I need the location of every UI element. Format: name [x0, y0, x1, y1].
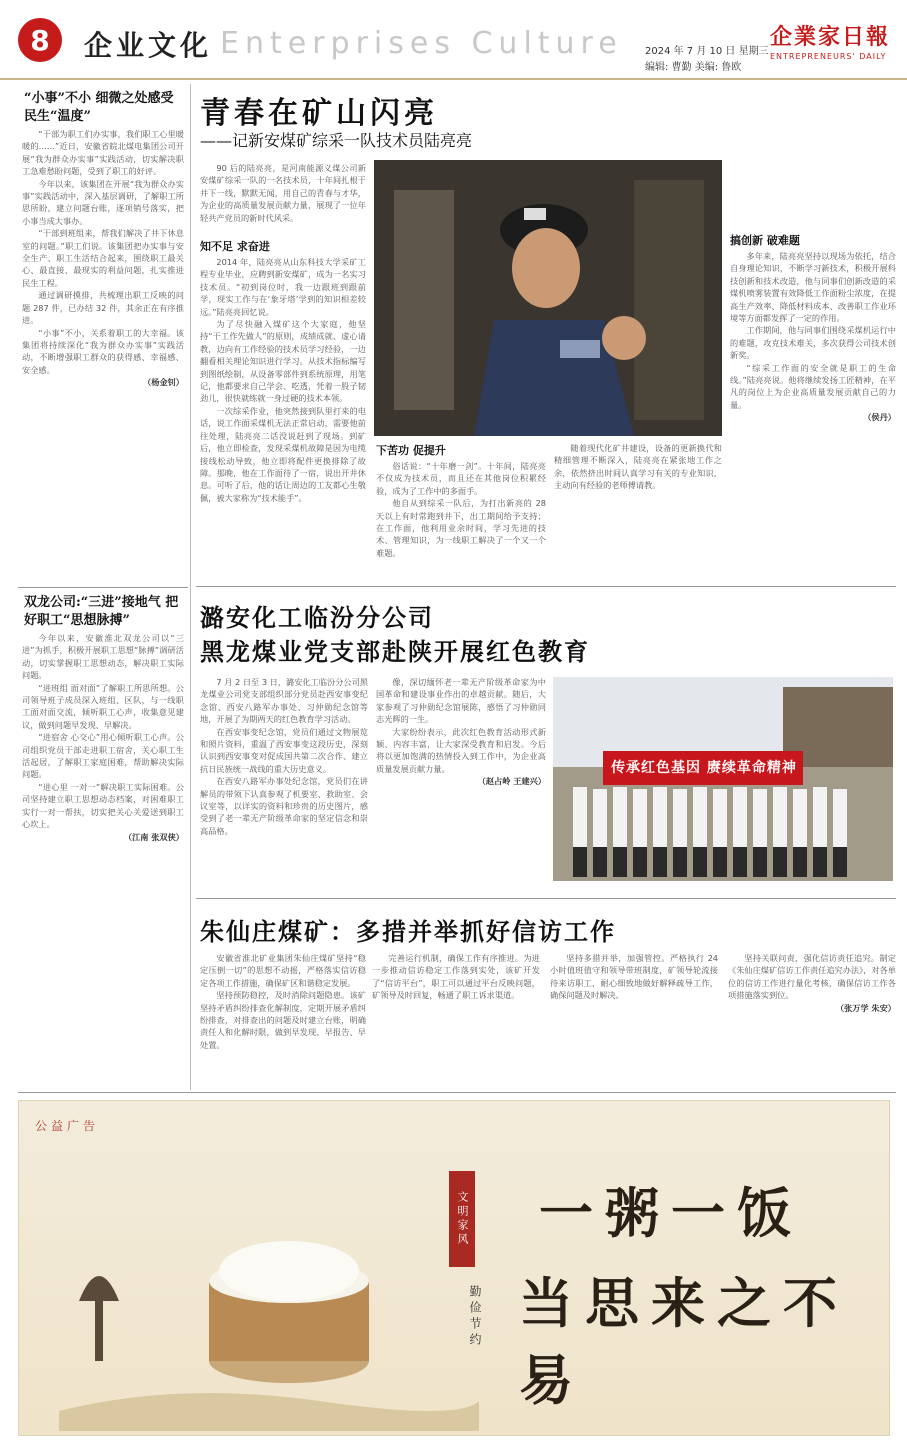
section-title-zh: 企业文化 [84, 29, 213, 62]
article-title: 潞安化工临汾分公司 [200, 603, 434, 632]
paragraph: “进班组 面对面”了解职工所思所想。公司领导班子成员深入班组、区队，与一线职工面对面交流，倾听职工心声，收集意见建议，做到问题早发现、早解决。 [22, 682, 184, 730]
paragraph: 坚持关联问责，强化信访责任追究。制定《朱仙庄煤矿信访工作责任追究办法》，对各单位的信访工作进行量化考核，确保信访工作各项措施落实到位。 [728, 953, 896, 1001]
byline: （张万学 朱安） [835, 1002, 896, 1013]
paragraph: 坚持多措并举，加强管控。严格执行 24 小时值班值守和领导带班制度，矿领导轮流接待来访职工，耐心细致地做好解释疏导工作，确保问题及时解决。 [550, 953, 718, 1001]
page-header [0, 0, 907, 80]
byline: （侯丹） [863, 412, 896, 423]
issue-date: 2024 年 7 月 10 日 星期三 [645, 46, 769, 57]
article-body [200, 256, 366, 578]
photo-group-visit [553, 677, 893, 881]
article-title: “小事”不小 细微之处感受民生“温度” [24, 91, 174, 124]
article-body [200, 676, 368, 888]
paragraph: 多年来，陆亮亮坚持以现场为依托，结合自身理论知识，不断学习新技术，积极开展科技创新和技术改造，他与同事们创新改造的采煤机喷雾装置有效降低工作面粉尘浓度，在提高生产效率、降低材料成本、改善职工作业环境等方面都发挥了一定的作用。 [730, 251, 896, 324]
subheading: 搞创新 破难题 [730, 234, 800, 247]
paragraph: 随着现代化矿井建设，设备的更新换代和精细管理不断深入，陆亮亮在紧张地工作之余，依然挤出时间认真学习有关的专业知识，主动向有经验的老师傅请教。 [554, 443, 722, 491]
article-body [372, 952, 540, 1084]
paragraph: 工作期间，他与同事们围绕采煤机运行中的难题，攻克技术难关，多次获得公司技术创新奖。 [730, 325, 896, 361]
paragraph: 完善运行机制，确保工作有序推进。为进一步推动信访稳定工作落到实处，该矿开发了“信访平台”，职工可以通过平台反映问题，矿领导及时回复，畅通了职工诉求渠道。 [372, 953, 540, 1001]
group-photo-illustration [553, 677, 893, 881]
page-number: 8 [18, 18, 62, 62]
editor-credits: 编辑: 曹勤 美编: 鲁欧 [645, 62, 742, 73]
ad-headline-2: 当思来之不易 [519, 1271, 849, 1412]
article-body [376, 676, 546, 888]
byline: （江南 张双侠） [123, 831, 184, 842]
section-title-en: Enterprises Culture [220, 26, 623, 61]
article-title-line2: 黑龙煤业党支部赴陕开展红色教育 [200, 637, 590, 666]
byline: （杨金钊） [143, 377, 184, 388]
newspaper-masthead-en: ENTREPRENEURS' DAILY [770, 52, 887, 61]
paragraph: 在西安八路军办事处纪念馆，党员们在讲解员的带领下认真参观了机要室、救助室、会议室等，以详实的资料和珍贵的历史图片，感受到了老一辈无产阶级革命家的坚定信念和崇高品格。 [200, 776, 368, 836]
paragraph: 大家纷纷表示，此次红色教育活动形式新颖、内容丰富，让大家深受教育和启发。今后将以更加饱满的热情投入到工作中，为企业高质量发展贡献力量。 [376, 726, 546, 774]
paragraph: 在西安事变纪念馆，党员们通过文物展览和照片资料，重温了西安事变这段历史，深刻认识到西安事变对促成国共第二次合作、建立抗日民族统一战线的重大历史意义。 [200, 726, 368, 774]
paragraph: “进宿舍 心交心”用心倾听职工心声。公司组织党员干部走进职工宿舍，关心职工生活起居，了解职工家庭困难，帮助解决实际问题。 [22, 732, 184, 780]
divider [196, 898, 896, 899]
newspaper-masthead: 企業家日報 [770, 24, 891, 50]
paragraph: “干部为职工们办实事，我们职工心里暖暖的……”近日，安徽省皖北煤电集团公司开展“我为群众办实事”实践活动，切实解决职工急难愁盼问题，受到了职工的好评。 [22, 129, 184, 177]
article-title: 朱仙庄煤矿：多措并举抓好信访工作 [200, 917, 616, 946]
ad-headline-1: 一粥一饭 [539, 1181, 803, 1245]
rice-bowl-illustration [59, 1131, 479, 1431]
article-body [376, 460, 546, 578]
byline: （赵占岭 王建兴） [477, 776, 546, 787]
article-body [22, 128, 184, 576]
public-service-ad [18, 1100, 890, 1436]
divider [18, 1092, 896, 1093]
article-body [728, 952, 896, 1084]
paragraph: “小事”不小，关系着职工的大幸福。该集团将持续深化“我为群众办实事”实践活动，不断增强职工群众的获得感、幸福感、安全感。 [22, 327, 184, 375]
paragraph: “进心里 一对一”解决职工实际困难。公司坚持建立职工思想动态档案，对困难职工实行一对一帮扶，切实把关心关爱送到职工心坎上。 [22, 781, 184, 830]
subheading: 知不足 求奋进 [200, 240, 270, 253]
paragraph: 通过调研摸排，共梳理出职工反映的问题 287 件，已办结 32 件，其余正在有序推进。 [22, 290, 184, 326]
miner-photo-illustration [374, 160, 722, 436]
paragraph: 一次综采作业，他突然接到队里打来的电话，说工作面采煤机无法正常启动，需要他前往处理，陆亮亮二话没说赶到了现场。到矿后，他立即检查，发现采煤机故障是因为电缆接线松动导致，他立即将配件更换排除了故障。那晚，他在工作面待了一宿，说出开井休息。可听了后，他的话让周边的工友都心生敬佩，被大家称为“技术能手”。 [200, 405, 366, 503]
paragraph: 为了尽快融入煤矿这个大家庭，他坚持“干工作先做人”的原则，成绩成就、虚心请教，边向有工作经验的技术员学习经验，一边翻看相关理论知识进行学习。从技术指标编写到图纸绘制，从设备零部件到系统原理，用笔记，他都要求自己学会、吃透，凭着一股子韧劲儿，很快就练就一身过硬的技术本领。 [200, 319, 366, 404]
paragraph: 今年以来，该集团在开展“我为群众办实事”实践活动中，深入基层调研，了解职工所思所盼，建立问题台账，逐项销号落实，把小事当成大事办。 [22, 178, 184, 226]
subheading: 下苦功 促提升 [376, 444, 446, 457]
photo-miner-technician [374, 160, 722, 436]
article-subtitle: ——记新安煤矿综采一队技术员陆亮亮 [200, 131, 473, 150]
article-title: 双龙公司:“三进”接地气 把好职工“思想脉搏” [24, 595, 179, 628]
paragraph: 他自从到综采一队后，为打出新亮的 28 天以上有时常跑到井下，出工期间给予支持；在工作面，他利用业余时间，学习先进的技术、管理知识，为一线职工解决了一个又一个难题。 [376, 498, 546, 558]
column-rule [190, 84, 191, 1090]
paragraph: 今年以来，安徽淮北双龙公司以“三进”为抓手，积极开展职工思想“脉搏”调研活动，切实掌握职工思想动态，解决职工实际问题。 [22, 633, 184, 681]
article-title: 青春在矿山闪亮 [200, 96, 438, 131]
article-body [550, 952, 718, 1084]
article-body [200, 952, 366, 1084]
article-body [730, 250, 896, 578]
article-body [554, 442, 722, 578]
paragraph: 7 月 2 日至 3 日，潞安化工临汾分公司黑龙煤业公司党支部组织部分党员赴西安事变纪念馆、西安八路军办事处、习仲勋纪念馆等地，开展了为期两天的红色教育学习活动。 [200, 677, 368, 725]
article-body [22, 632, 184, 1086]
ad-seal: 文明家风 [449, 1171, 475, 1267]
divider [196, 586, 896, 587]
paragraph: 坚持预防稳控，及时消除问题隐患。该矿坚持矛盾纠纷排查化解制度，定期开展矛盾纠纷排查，对排查出的问题及时建立台账，明确责任人和化解时限，做到早发现、早报告、早处置。 [200, 990, 366, 1050]
article-lead: 90 后的陆亮亮，是河南能源义煤公司新安煤矿综采一队的一名技术员，十年间扎根于井下一线，默默无闻，用自己的青春与才华，为企业的高质量发展贡献力量，展现了一位年轻共产党员的新时代风采。 [200, 163, 366, 223]
divider [18, 587, 188, 588]
ad-tag: 公益广告 [35, 1119, 100, 1133]
paragraph: “干部到班组来，帮我们解决了井下休息室的问题。”职工们说。该集团把办实事与安全生产、职工生活结合起来，围绕职工最关心、最直接、最现实的利益问题，扎实推进民生工程。 [22, 228, 184, 288]
paragraph: 安徽省淮北矿业集团朱仙庄煤矿坚持“稳定压倒一切”的思想不动摇，严格落实信访稳定各项工作措施，确保矿区和谐稳定发展。 [200, 953, 366, 988]
paragraph: “综采工作面的安全就是职工的生命线。”陆亮亮说。他将继续发扬工匠精神，在平凡的岗位上为企业高质量发展贡献自己的力量。 [730, 362, 896, 410]
paragraph: 俗话说：“十年磨一剑”。十年间，陆亮亮不仅成为技术员，而且还在其他岗位积累经验，成为了工作中的多面手。 [376, 461, 546, 496]
paragraph: 2014 年，陆亮亮从山东科技大学采矿工程专业毕业，应聘到新安煤矿，成为一名实习技术员。“初到岗位时，我一边跟班到跟前学，现实工作与在‘象牙塔’学到的知识相差较远。”陆亮亮回忆说。 [200, 257, 366, 317]
ad-slogan: 勤俭节约 [468, 1285, 482, 1349]
banner-text: 传承红色基因 赓续革命精神 [611, 760, 797, 776]
paragraph: 像，深切缅怀老一辈无产阶级革命家为中国革命和建设事业作出的卓越贡献。随后，大家参观了习仲勋纪念馆展陈，感悟了习仲勋同志光辉的一生。 [376, 677, 546, 725]
